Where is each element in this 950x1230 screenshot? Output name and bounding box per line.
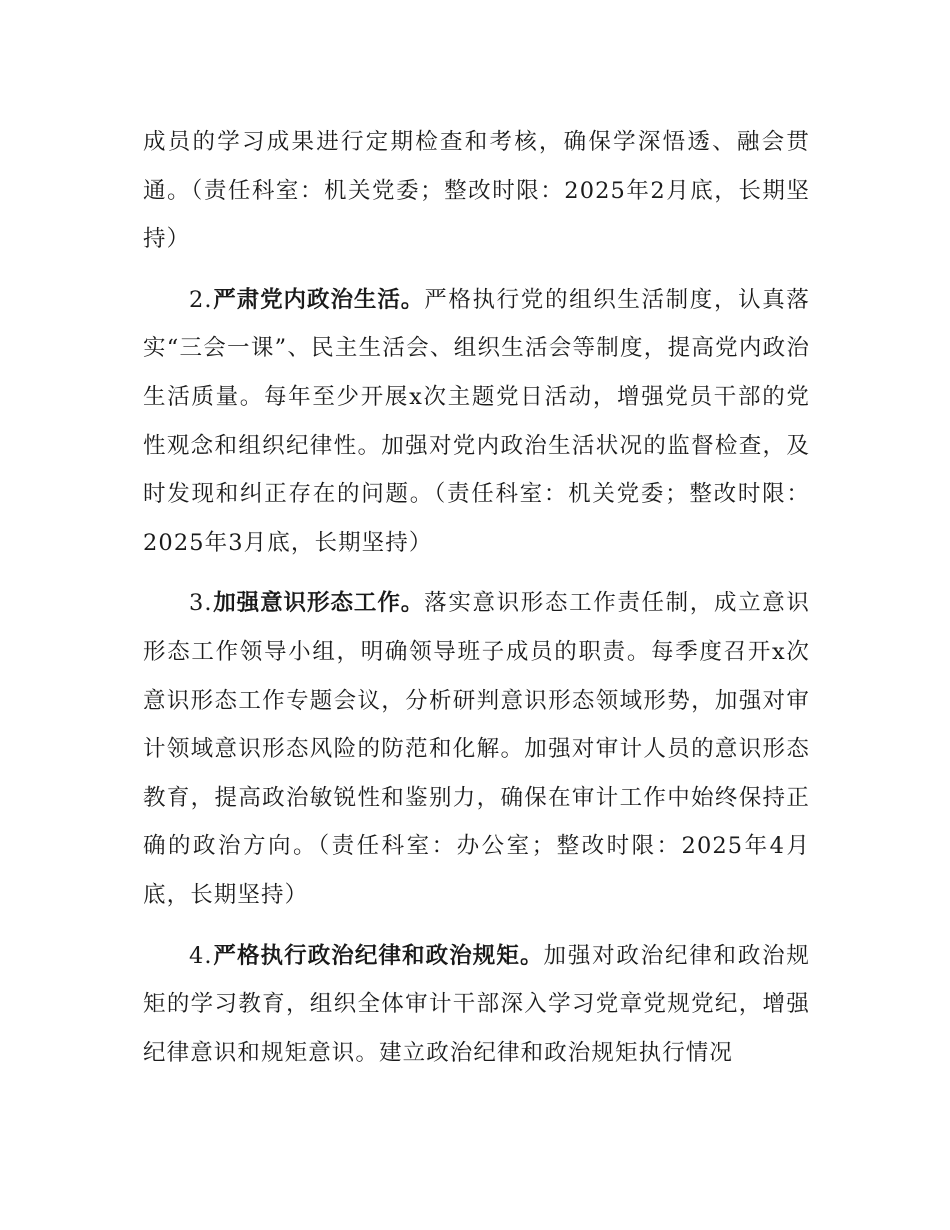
paragraph-2-heading: 严肃党内政治生活。 [212,286,425,313]
paragraph-4 [143,932,810,1078]
paragraph-3 [143,579,810,919]
paragraph-4-number: 4. [189,942,213,969]
paragraph-2 [143,276,810,568]
paragraph-3-heading: 加强意识形态工作。 [212,590,425,617]
document-body [143,118,810,1077]
paragraph-3-number: 3. [189,590,213,617]
paragraph-1-continuation [143,118,810,264]
paragraph-4-heading: 严格执行政治纪律和政治规矩。 [212,942,544,969]
paragraph-4-text: 加强对政治纪律和政治规矩的学习教育，组织全体审计干部深入学习党章党规党纪，增强纪律意识和规矩意识。建立政治纪律和政治规矩执行情况 [143,942,810,1066]
paragraph-2-number: 2. [189,286,213,313]
paragraph-2-text: 严格执行党的组织生活制度，认真落实“三会一课”、民主生活会、组织生活会等制度，提高党内政治生活质量。每年至少开展x次主题党日活动，增强党员干部的党性观念和组织纪律性。加强对党内政治生活状况的监督检查，及时发现和纠正存在的问题。（责任科室：机关党委；整改时限：2025年3月底，长期坚持） [143,286,810,556]
paragraph-3-text: 落实意识形态工作责任制，成立意识形态工作领导小组，明确领导班子成员的职责。每季度召开x次意识形态工作专题会议，分析研判意识形态领域形势，加强对审计领域意识形态风险的防范和化解。加强对审计人员的意识形态教育，提高政治敏锐性和鉴别力，确保在审计工作中始终保持正确的政治方向。（责任科室：办公室；整改时限：2025年4月底，长期坚持） [143,590,810,908]
paragraph-1-text: 成员的学习成果进行定期检查和考核，确保学深悟透、融会贯通。（责任科室：机关党委；整改时限：2025年2月底，长期坚持） [143,129,810,253]
